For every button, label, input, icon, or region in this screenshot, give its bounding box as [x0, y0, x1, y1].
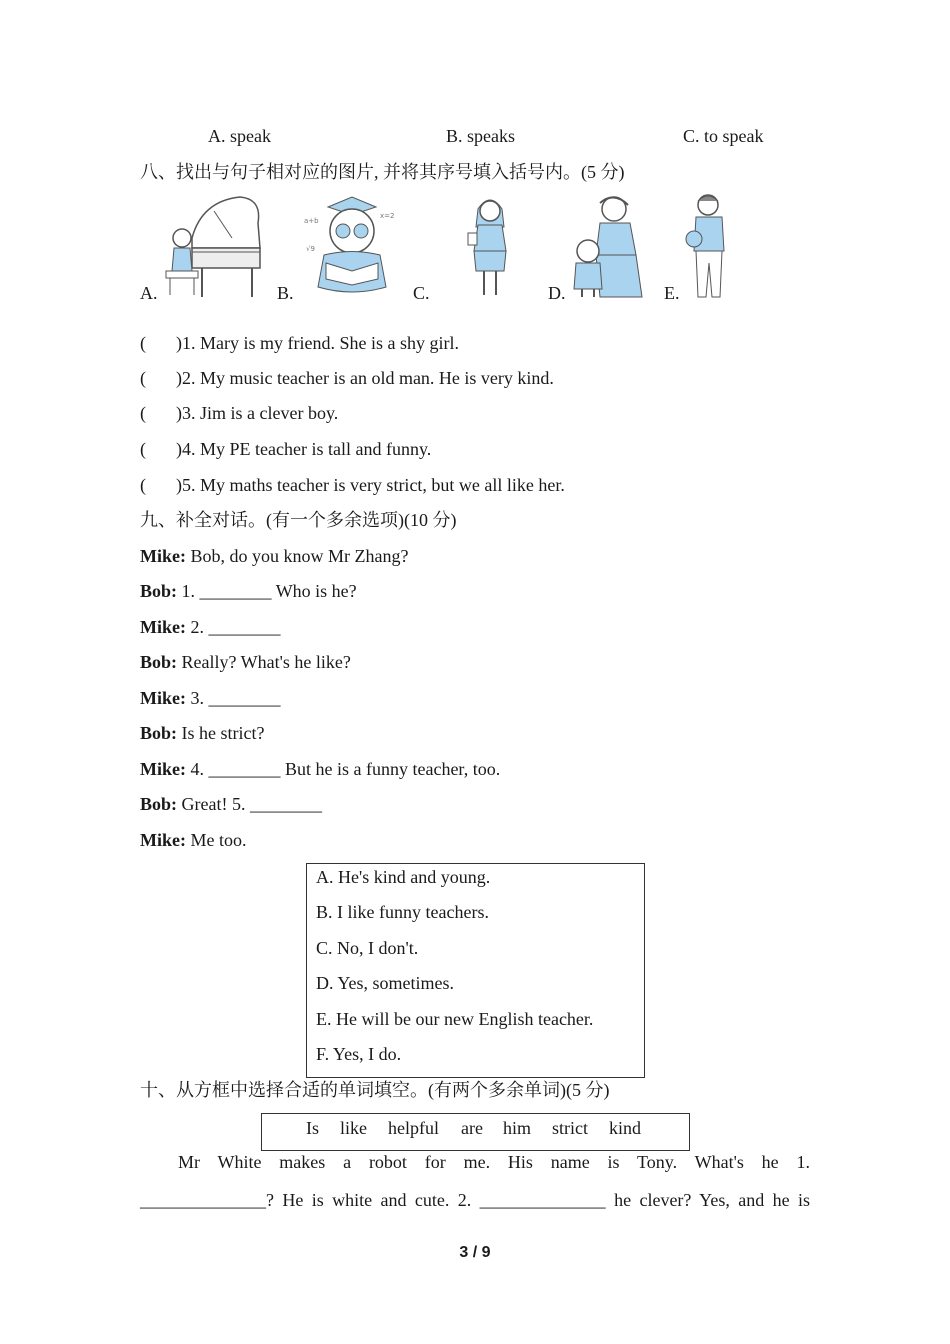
option-b: B. I like funny teachers. — [316, 902, 489, 922]
list-item — [140, 402, 338, 424]
dialogue-line — [140, 829, 246, 851]
word-option: strict — [552, 1118, 588, 1138]
dialogue-text: Me too. — [185, 830, 247, 850]
answer-paren[interactable]: ( — [140, 475, 146, 495]
svg-text:a+b: a+b — [304, 217, 319, 225]
section9-title: 九、补全对话。(有一个多余选项)(10 分) — [140, 510, 457, 530]
dialogue-text: 4. ________ But he is a funny teacher, too. — [185, 759, 501, 779]
dialogue-line — [140, 616, 280, 638]
dialogue-line — [140, 651, 351, 673]
list-item — [140, 474, 565, 496]
prev-option-b: B. speaks — [446, 126, 515, 146]
word-option: Is — [306, 1118, 319, 1138]
girl-playing-piano-image — [162, 193, 266, 301]
pic-label-c: C. — [413, 283, 430, 303]
passage-line-2: ______________? He is white and cute. 2. ______________ he clever? Yes, and he is — [140, 1190, 810, 1210]
dialogue-text: 3. ________ — [185, 688, 281, 708]
boy-with-ball-image — [684, 193, 732, 301]
dialogue-text: Really? What's he like? — [177, 652, 351, 672]
speaker: Bob: — [140, 794, 178, 814]
option-a: A. He's kind and young. — [316, 867, 491, 887]
answer-paren[interactable]: ( — [140, 439, 146, 459]
item-text: )5. My maths teacher is very strict, but we all like her. — [176, 475, 565, 495]
dialogue-text: 1. ________ Who is he? — [177, 581, 357, 601]
word-option: him — [503, 1118, 532, 1138]
pic-label-e: E. — [664, 283, 680, 303]
options-box — [306, 863, 645, 1078]
word-option: kind — [609, 1118, 642, 1138]
dialogue-text: Is he strict? — [177, 723, 265, 743]
dialogue-text: Bob, do you know Mr Zhang? — [185, 546, 409, 566]
svg-text:x=2: x=2 — [380, 212, 395, 220]
dialogue-line — [140, 722, 264, 744]
word-option: helpful — [388, 1118, 439, 1138]
clever-boy-with-book-image — [300, 193, 400, 301]
word-box — [261, 1113, 690, 1151]
speaker: Bob: — [140, 652, 178, 672]
pic-label-b: B. — [277, 283, 294, 303]
item-text: )4. My PE teacher is tall and funny. — [176, 439, 432, 459]
option-f: F. Yes, I do. — [316, 1044, 402, 1064]
item-text: )3. Jim is a clever boy. — [176, 403, 339, 423]
list-item — [140, 367, 554, 389]
option-e: E. He will be our new English teacher. — [316, 1009, 594, 1029]
prev-option-c: C. to speak — [683, 126, 764, 146]
option-c: C. No, I don't. — [316, 938, 419, 958]
dialogue-line — [140, 545, 408, 567]
speaker: Bob: — [140, 723, 178, 743]
passage-line-1: Mr White makes a robot for me. His name is Tony. What's he 1. — [178, 1152, 810, 1172]
tall-woman-teacher-image — [462, 193, 518, 301]
speaker: Mike: — [140, 617, 186, 637]
woman-with-child-image — [570, 193, 654, 301]
dialogue-line — [140, 793, 322, 815]
speaker: Mike: — [140, 759, 186, 779]
dialogue-text: Great! 5. ________ — [177, 794, 322, 814]
item-text: )2. My music teacher is an old man. He is very kind. — [176, 368, 554, 388]
section10-title: 十、从方框中选择合适的单词填空。(有两个多余单词)(5 分) — [140, 1080, 610, 1100]
section8-title: 八、找出与句子相对应的图片, 并将其序号填入括号内。(5 分) — [140, 162, 625, 182]
speaker: Mike: — [140, 688, 186, 708]
dialogue-line — [140, 580, 357, 602]
item-text: )1. Mary is my friend. She is a shy girl. — [176, 333, 459, 353]
list-item — [140, 332, 459, 354]
list-item — [140, 438, 431, 460]
answer-paren[interactable]: ( — [140, 333, 146, 353]
speaker: Mike: — [140, 830, 186, 850]
dialogue-text: 2. ________ — [185, 617, 281, 637]
word-option: like — [340, 1118, 367, 1138]
pic-label-d: D. — [548, 283, 566, 303]
speaker: Mike: — [140, 546, 186, 566]
dialogue-line — [140, 687, 280, 709]
svg-text:√9: √9 — [306, 245, 315, 253]
prev-option-a: A. speak — [208, 126, 271, 146]
page-number: 3 / 9 — [459, 1244, 491, 1261]
pic-label-a: A. — [140, 283, 158, 303]
option-d: D. Yes, sometimes. — [316, 973, 455, 993]
dialogue-line — [140, 758, 500, 780]
answer-paren[interactable]: ( — [140, 403, 146, 423]
speaker: Bob: — [140, 581, 178, 601]
answer-paren[interactable]: ( — [140, 368, 146, 388]
word-option: are — [461, 1118, 483, 1138]
